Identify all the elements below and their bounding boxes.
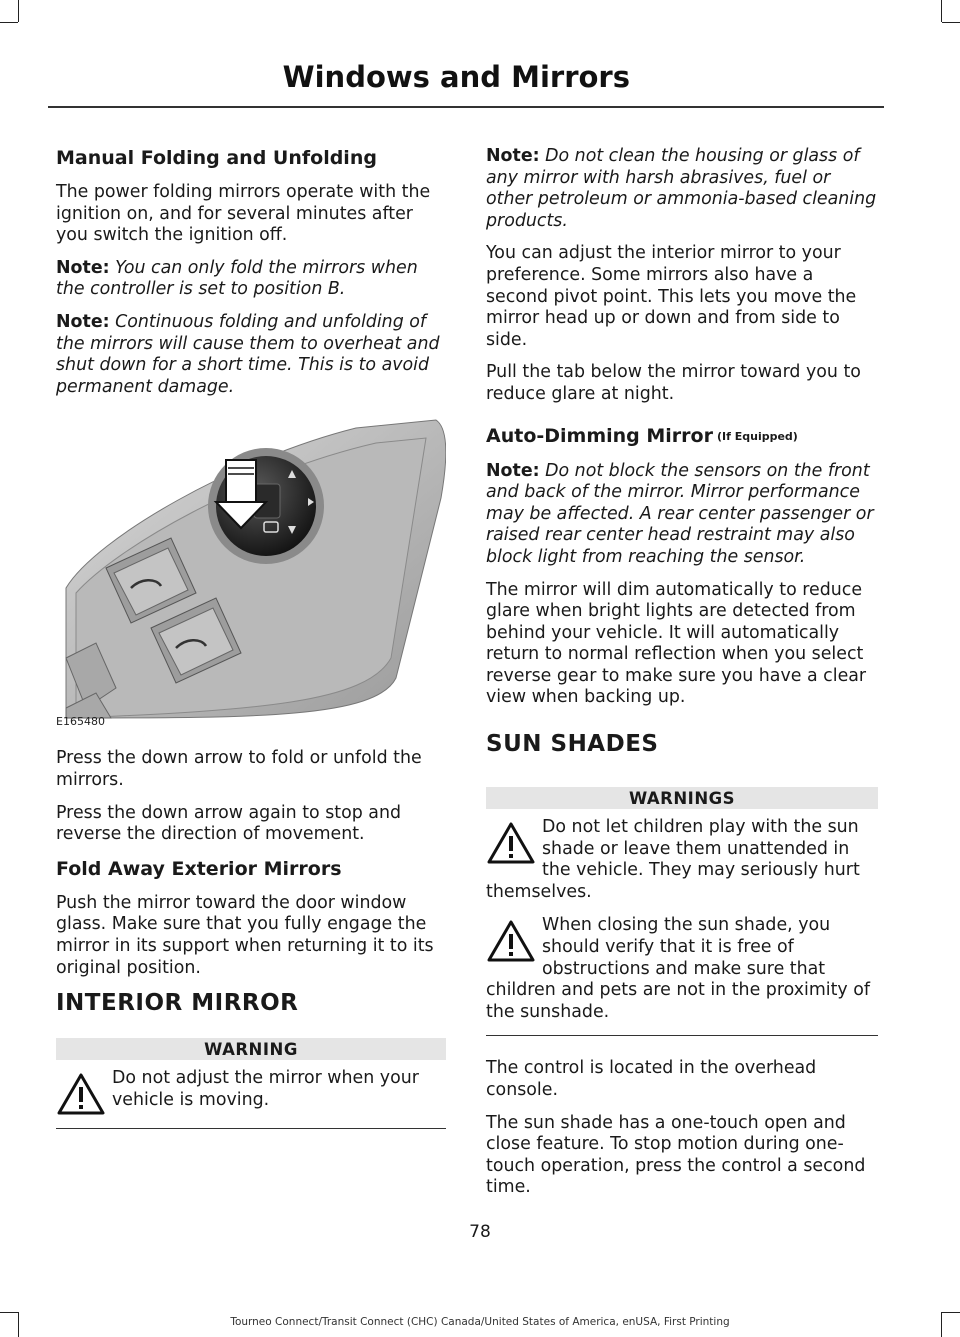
page-footer: Tourneo Connect/Transit Connect (CHC) Canada/United States of America, enUSA, First Printing	[230, 1316, 730, 1328]
paragraph: Push the mirror toward the door window glass. Make sure that you fully engage the mirror in its support when returning it to its original position.	[56, 892, 434, 978]
mirror-control-illustration	[56, 418, 446, 728]
paragraph: You can adjust the interior mirror to your preference. Some mirrors also have a second pivot point. This lets you move the mirror head up or down and from side to side.	[486, 243, 857, 350]
warning-divider	[486, 1035, 878, 1036]
warning-block	[486, 817, 878, 903]
paragraph: Press the down arrow again to stop and reverse the direction of movement.	[56, 802, 402, 845]
note-label: Note:	[486, 460, 540, 481]
header-divider	[48, 106, 884, 108]
mirror-switch-illustration	[56, 418, 446, 728]
note-text: Do not block the sensors on the front and back of the mirror. Mirror performance may be affected. A rear center passenger or raised rear center head restraint may also block light from reaching the sensor.	[486, 460, 874, 567]
note-text: You can only fold the mirrors when the controller is set to position B.	[56, 257, 418, 300]
warning-block	[56, 1068, 446, 1116]
crop-mark	[942, 1312, 960, 1313]
warning-text: When closing the sun shade, you should verify that it is free of obstructions and make sure that children and pets are not in the proximity of the sunshade.	[486, 915, 871, 1022]
crop-mark	[0, 22, 18, 23]
warning-divider	[56, 1128, 446, 1129]
chapter-heading-interior-mirror: INTERIOR MIRROR	[56, 990, 299, 1017]
warning-triangle-icon	[486, 821, 536, 865]
warning-triangle-icon	[56, 1072, 106, 1116]
crop-mark	[942, 22, 960, 23]
note-text: Do not clean the housing or glass of any mirror with harsh abrasives, fuel or other petroleum or ammonia-based cleaning products.	[486, 146, 877, 231]
left-column	[56, 146, 446, 1151]
warning-text: Do not adjust the mirror when your vehicle is moving.	[112, 1068, 419, 1110]
heading-text: Auto-Dimming Mirror	[486, 424, 713, 447]
crop-mark	[0, 1312, 18, 1313]
warnings-header: WARNINGS	[486, 787, 878, 809]
section-heading-auto-dimming	[486, 424, 878, 449]
note	[486, 461, 878, 569]
section-heading-fold-away: Fold Away Exterior Mirrors	[56, 857, 342, 880]
paragraph: The control is located in the overhead console.	[486, 1058, 817, 1100]
paragraph: Pull the tab below the mirror toward you to reduce glare at night.	[486, 362, 861, 404]
note-label: Note:	[56, 257, 110, 278]
warning-header: WARNING	[56, 1038, 446, 1060]
paragraph: The sun shade has a one-touch open and close feature. To stop motion during one-touch operation, press the control a second time.	[486, 1112, 866, 1198]
warning-block	[486, 915, 878, 1023]
crop-mark	[941, 0, 942, 22]
note-label: Note:	[56, 311, 110, 332]
page-number: 78	[469, 1222, 491, 1242]
heading-suffix: (If Equipped)	[716, 429, 798, 443]
note-text: Continuous folding and unfolding of the mirrors will cause them to overheat and shut down for a short time. This is to avoid permanent damage.	[56, 311, 440, 397]
section-heading-manual-folding: Manual Folding and Unfolding	[56, 147, 377, 169]
right-column	[486, 146, 878, 1210]
chapter-heading-sun-shades: SUN SHADES	[486, 731, 659, 758]
paragraph: The mirror will dim automatically to reduce glare when bright lights are detected from behind your vehicle. It will automatically return to normal reflection when you select reverse gear to make sure you have a clear view when backing up.	[486, 579, 867, 708]
warning-triangle-icon	[486, 919, 536, 963]
warning-text: Do not let children play with the sun shade or leave them unattended in the vehicle. They may seriously hurt themselves.	[486, 817, 860, 902]
note	[56, 258, 446, 301]
crop-mark	[18, 0, 19, 22]
note	[486, 146, 878, 232]
note	[56, 312, 446, 398]
paragraph: The power folding mirrors operate with the ignition on, and for several minutes after you switch the ignition off.	[56, 182, 431, 246]
note-label: Note:	[486, 146, 540, 166]
figure-label: E165480	[56, 715, 105, 729]
page-title: Windows and Mirrors	[282, 60, 630, 94]
paragraph: Press the down arrow to fold or unfold the mirrors.	[56, 748, 422, 790]
